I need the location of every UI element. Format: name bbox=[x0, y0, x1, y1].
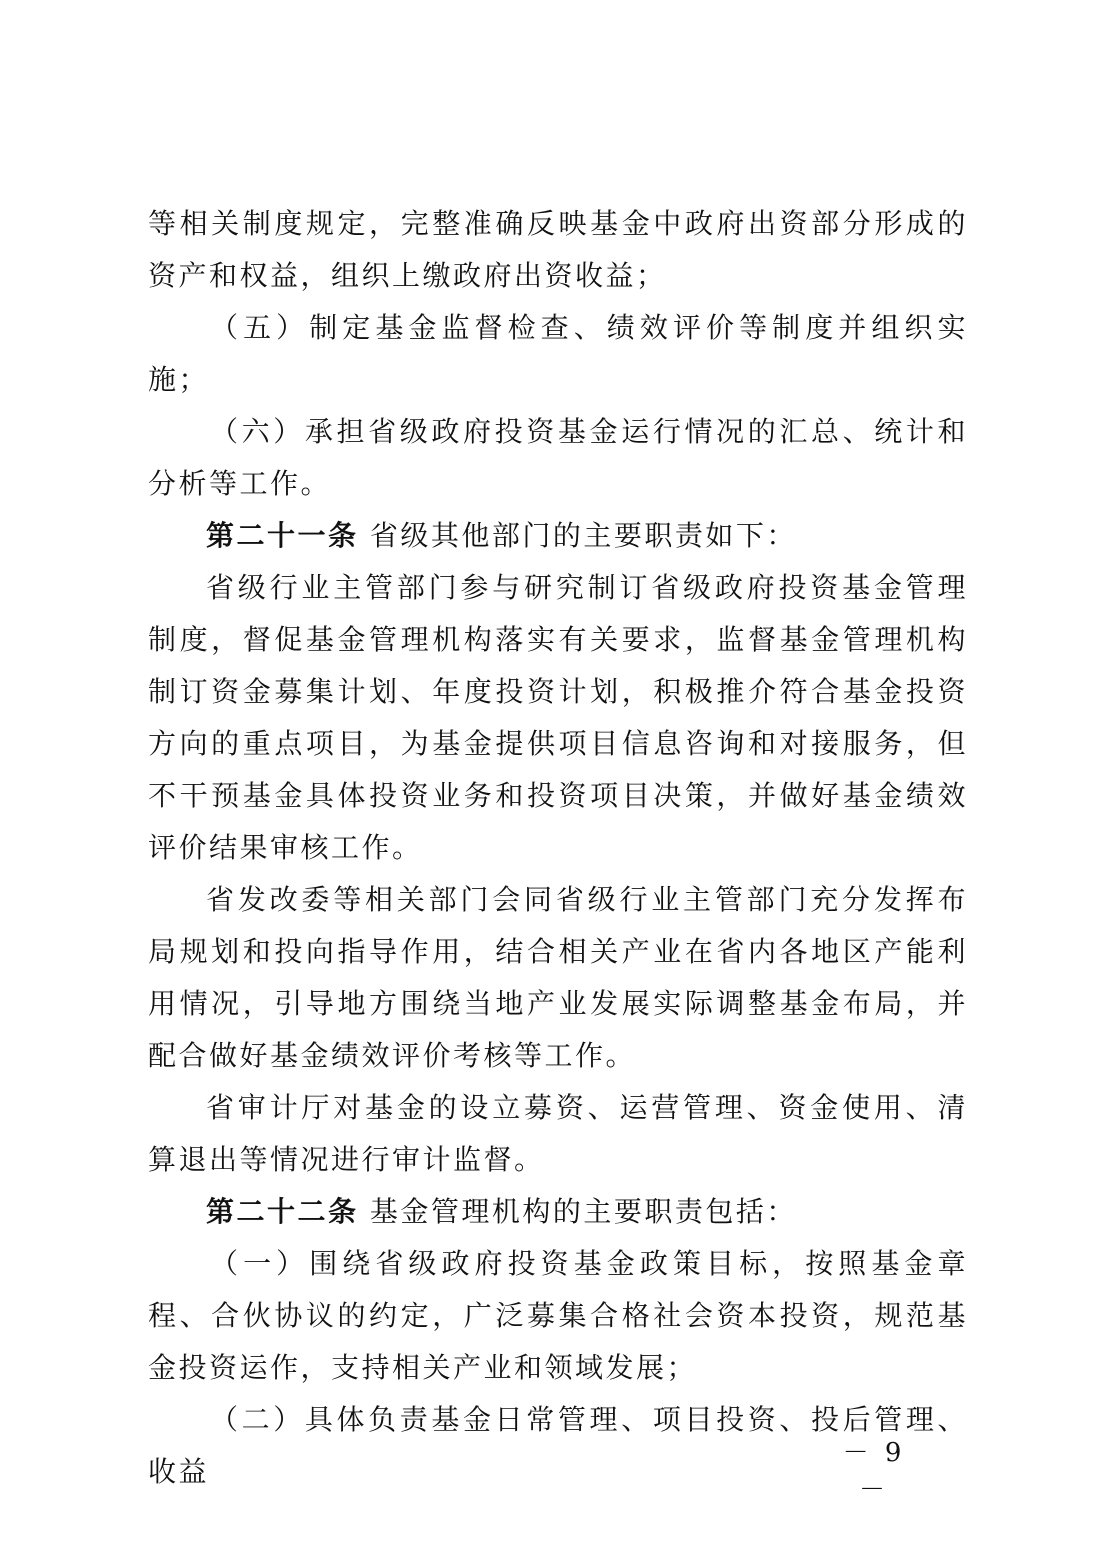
paragraph-development-reform: 省发改委等相关部门会同省级行业主管部门充分发挥布局规划和投向指导作用，结合相关产业在省内各地区产能利用情况，引导地方围绕当地产业发展实际调整基金布局，并配合做好基金绩效评价考核等工作。 bbox=[148, 883, 968, 1072]
paragraph-audit-office: 省审计厅对基金的设立募资、运营管理、资金使用、清算退出等情况进行审计监督。 bbox=[148, 1091, 968, 1176]
paragraph-continued-asset-rights: 等相关制度规定，完整准确反映基金中政府出资部分形成的资产和权益，组织上缴政府出资收益； bbox=[148, 207, 968, 292]
item-six: （六）承担省级政府投资基金运行情况的汇总、统计和分析等工作。 bbox=[148, 415, 968, 500]
item-one: （一）围绕省级政府投资基金政策目标，按照基金章程、合伙协议的约定，广泛募集合格社会资本投资，规范基金投资运作，支持相关产业和领域发展； bbox=[148, 1247, 968, 1384]
page-number: － 9 － bbox=[842, 1438, 906, 1505]
paragraph-industry-departments: 省级行业主管部门参与研究制订省级政府投资基金管理制度，督促基金管理机构落实有关要求，监督基金管理机构制订资金募集计划、年度投资计划，积极推介符合基金投资方向的重点项目，为基金提供项目信息咨询和对接服务，但不干预基金具体投资业务和投资项目决策，并做好基金绩效评价结果审核工作。 bbox=[148, 571, 968, 864]
article-22 bbox=[148, 1186, 968, 1238]
item-two: （二）具体负责基金日常管理、项目投资、投后管理、收益 bbox=[148, 1403, 968, 1488]
item-five: （五）制定基金监督检查、绩效评价等制度并组织实施； bbox=[148, 311, 968, 396]
article-21 bbox=[148, 510, 968, 562]
document-body bbox=[148, 198, 968, 1498]
article-21-text: 省级其他部门的主要职责如下： bbox=[369, 519, 797, 552]
article-22-text: 基金管理机构的主要职责包括： bbox=[369, 1195, 797, 1228]
article-22-title: 第二十二条 bbox=[206, 1195, 359, 1228]
article-21-title: 第二十一条 bbox=[206, 519, 359, 552]
